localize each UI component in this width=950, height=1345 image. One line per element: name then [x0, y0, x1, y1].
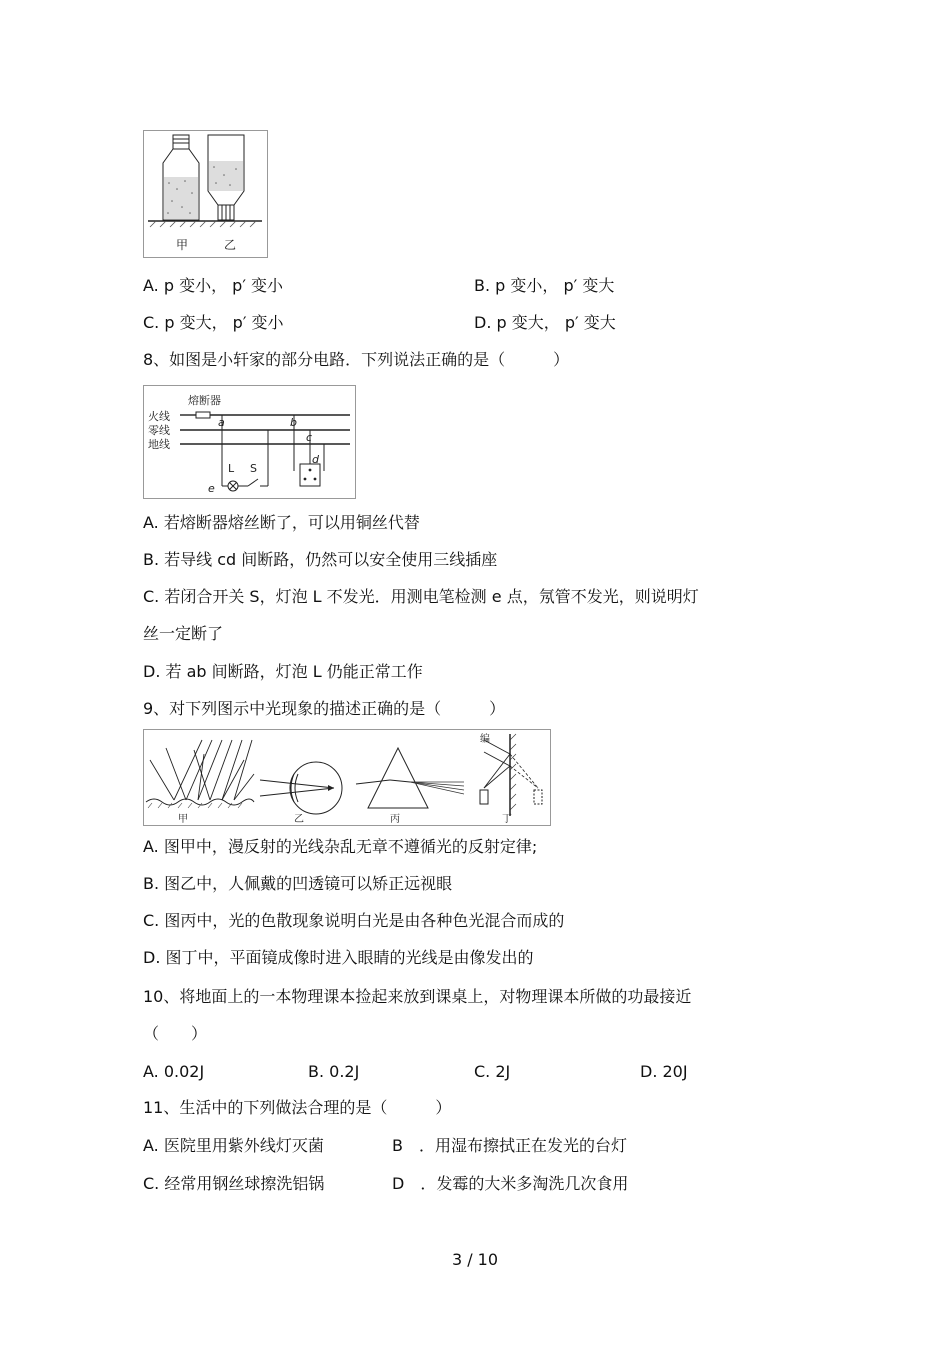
q8-option-c-cont: 丝一定断了 — [143, 624, 224, 643]
q8-option-b[interactable]: B. 若导线 cd 间断路，仍然可以安全使用三线插座 — [143, 550, 498, 569]
fig-label-ground: 地线 — [148, 438, 170, 451]
fig-label-a: a — [218, 416, 225, 429]
q8-option-a[interactable]: A. 若熔断器熔丝断了，可以用铜丝代替 — [143, 513, 420, 532]
fig-label-c: c — [306, 431, 313, 444]
fig-label-d: d — [312, 453, 319, 466]
fig-label-yi: 乙 — [224, 238, 237, 252]
light-phenomena-figure — [143, 729, 551, 826]
fig-label-ding: 丁 — [502, 814, 512, 825]
q7-option-a[interactable]: A. p 变小， p′ 变小 — [143, 276, 284, 295]
q10-option-b[interactable]: B. 0.2J — [308, 1062, 360, 1081]
fig-label-b: b — [290, 416, 297, 429]
q11-option-b[interactable]: B ．用湿布擦拭正在发光的台灯 — [392, 1136, 627, 1155]
bottles-figure — [143, 130, 268, 258]
q7-option-b[interactable]: B. p 变小， p′ 变大 — [474, 276, 615, 295]
q9-option-c[interactable]: C. 图丙中，光的色散现象说明白光是由各种色光混合而成的 — [143, 911, 565, 930]
fig-label-live: 火线 — [148, 410, 170, 423]
q7-option-d[interactable]: D. p 变大， p′ 变大 — [474, 313, 616, 332]
fig-label-bing: 丙 — [390, 814, 400, 825]
page-number: 3 / 10 — [451, 1250, 499, 1269]
q11-stem: 11、生活中的下列做法合理的是（ ） — [143, 1098, 452, 1117]
q10-option-a[interactable]: A. 0.02J — [143, 1062, 205, 1081]
q7-option-c[interactable]: C. p 变大， p′ 变小 — [143, 313, 284, 332]
q10-option-c[interactable]: C. 2J — [474, 1062, 511, 1081]
q9-option-d[interactable]: D. 图丁中，平面镜成像时进入眼睛的光线是由像发出的 — [143, 948, 534, 967]
q10-stem-paren: （ ） — [143, 1024, 208, 1043]
fig-label-neutral: 零线 — [148, 424, 170, 437]
fig-label-fuse: 熔断器 — [188, 394, 221, 407]
fig-label-jia: 甲 — [176, 238, 189, 252]
q8-option-d[interactable]: D. 若 ab 间断路，灯泡 L 仍能正常工作 — [143, 662, 423, 681]
q11-option-d[interactable]: D ．发霉的大米多淘洗几次食用 — [392, 1174, 629, 1193]
svg-text:编: 编 — [480, 734, 490, 745]
fig-label-S: S — [250, 462, 257, 475]
q9-stem: 9、对下列图示中光现象的描述正确的是（ ） — [143, 699, 506, 718]
q11-option-c[interactable]: C. 经常用钢丝球擦洗铝锅 — [143, 1174, 325, 1193]
q8-option-c[interactable]: C. 若闭合开关 S，灯泡 L 不发光．用测电笔检测 e 点，氖管不发光，则说明灯 — [143, 587, 699, 606]
circuit-figure — [143, 385, 356, 499]
fig-label-yi: 乙 — [294, 814, 304, 825]
fig-label-L: L — [228, 462, 235, 475]
fig-label-e: e — [208, 482, 215, 495]
q11-option-a[interactable]: A. 医院里用紫外线灯灭菌 — [143, 1136, 324, 1155]
q8-stem: 8、如图是小轩家的部分电路．下列说法正确的是（ ） — [143, 350, 570, 369]
q10-stem: 10、将地面上的一本物理课本捡起来放到课桌上，对物理课本所做的功最接近 — [143, 987, 692, 1006]
q9-option-b[interactable]: B. 图乙中，人佩戴的凹透镜可以矫正远视眼 — [143, 874, 453, 893]
q9-option-a[interactable]: A. 图甲中，漫反射的光线杂乱无章不遵循光的反射定律; — [143, 837, 538, 856]
q10-option-d[interactable]: D. 20J — [640, 1062, 688, 1081]
fig-label-jia: 甲 — [178, 814, 188, 825]
